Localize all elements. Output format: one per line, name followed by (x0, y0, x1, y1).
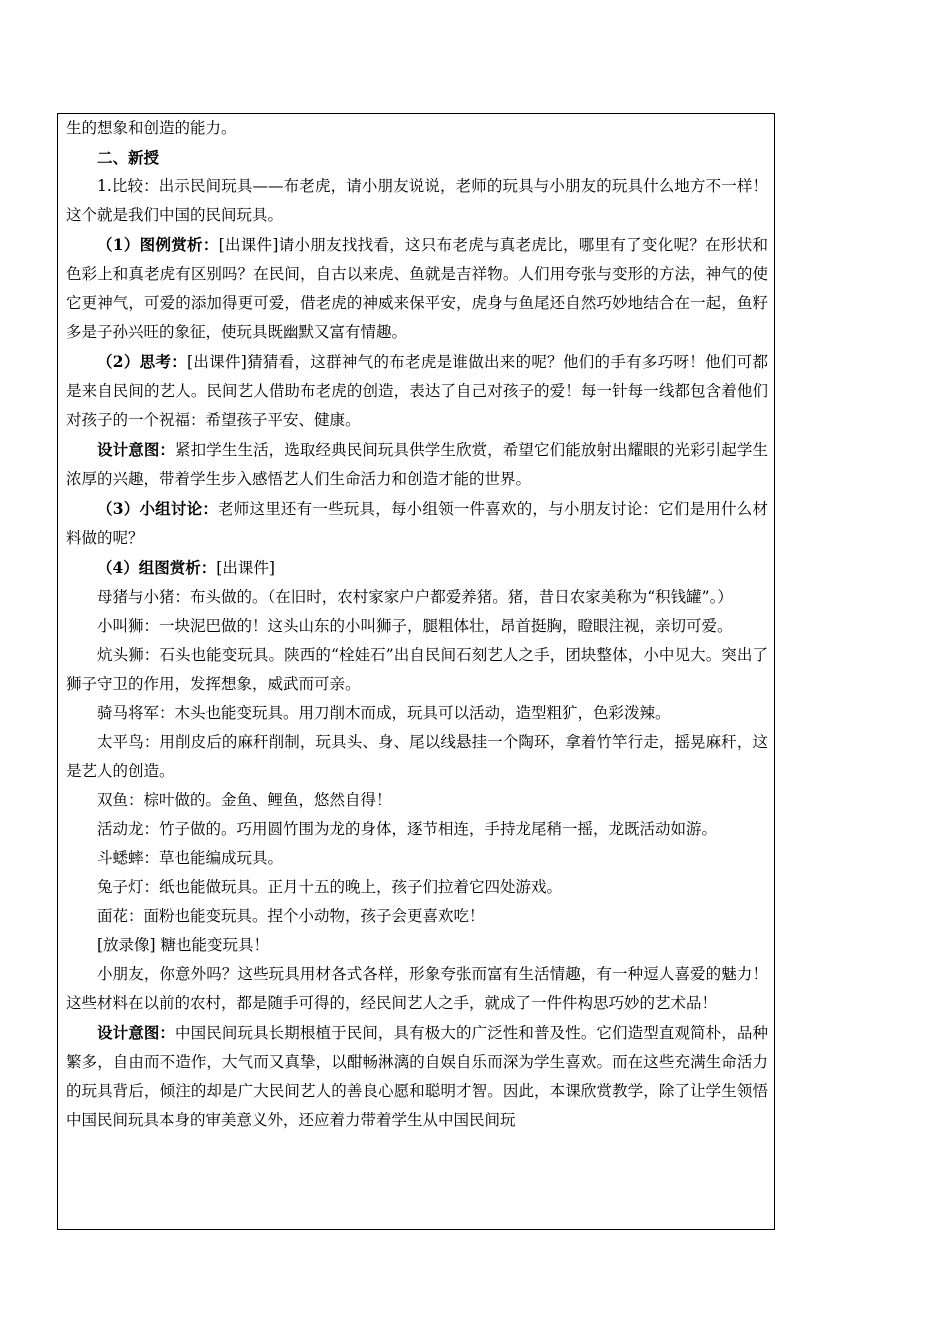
paragraph-lead: （4）组图赏析： (97, 558, 217, 577)
paragraph (66, 553, 768, 583)
document-body (66, 114, 768, 1135)
document-page (57, 113, 775, 1230)
paragraph-lead: 设计意图： (97, 440, 176, 459)
paragraph (66, 347, 768, 435)
paragraph-text: [出课件]猜猜看，这群神气的布老虎是谁做出来的呢？他们的手有多巧呀！他们可都是来自民间的艺人。民间艺人借助布老虎的创造，表达了自己对孩子的爱！每一针每一线都包含着他们对孩子的一个祝福：希望孩子平安、健康。 (66, 353, 768, 429)
paragraph: [放录像] 糖也能变玩具！ (97, 936, 270, 954)
paragraph-text: [出课件] (216, 559, 275, 577)
paragraph-text: 紧扣学生生活，选取经典民间玩具供学生欣赏，希望它们能放射出耀眼的光彩引起学生浓厚的兴趣，带着学生步入感悟艺人们生命活力和创造才能的世界。 (66, 441, 768, 488)
paragraph (66, 494, 768, 553)
paragraph-lead: （2）思考： (97, 352, 188, 371)
paragraph-lead: （1）图例赏析： (97, 235, 219, 254)
paragraph: 活动龙：竹子做的。巧用圆竹围为龙的身体，逐节相连，手持龙尾稍一摇，龙既活动如游。 (97, 820, 718, 838)
paragraph: 骑马将军：木头也能变玩具。用刀削木而成，玩具可以活动，造型粗犷，色彩泼辣。 (97, 704, 671, 722)
paragraph (66, 1018, 768, 1135)
paragraph: 兔子灯：纸也能做玩具。正月十五的晚上，孩子们拉着它四处游戏。 (97, 878, 563, 896)
paragraph: 母猪与小猪：布头做的。（在旧时，农村家家户户都爱养猪。猪，昔日农家美称为“积钱罐”。） (97, 588, 733, 606)
paragraph (66, 435, 768, 494)
paragraph: 1.比较：出示民间玩具——布老虎，请小朋友说说，老师的玩具与小朋友的玩具什么地方不一样！这个就是我们中国的民间玩具。 (66, 177, 768, 224)
paragraph-text: 中国民间玩具长期根植于民间，具有极大的广泛性和普及性。它们造型直观简朴，品种繁多，自由而不造作，大气而又真挚，以酣畅淋漓的自娱自乐而深为学生喜欢。而在这些充满生命活力的玩具背后，倾注的却是广大民间艺人的善良心愿和聪明才智。因此，本课欣赏教学，除了让学生领悟中国民间玩具本身的审美意义外，还应着力带着学生从中国民间玩 (66, 1024, 768, 1129)
paragraph-lead: （3）小组讨论： (97, 499, 219, 518)
paragraph-lead: 设计意图： (97, 1023, 176, 1042)
paragraph-text: 老师这里还有一些玩具，每小组领一件喜欢的，与小朋友讨论：它们是用什么材料做的呢？ (66, 500, 768, 547)
paragraph: 面花：面粉也能变玩具。捏个小动物，孩子会更喜欢吃！ (97, 907, 485, 925)
paragraph: 生的想象和创造的能力。 (66, 119, 237, 137)
paragraph (66, 230, 768, 347)
paragraph: 双鱼：棕叶做的。金鱼、鲤鱼，悠然自得！ (97, 791, 392, 809)
paragraph: 小叫狮：一块泥巴做的！这头山东的小叫狮子，腿粗体壮，昂首挺胸，瞪眼注视，亲切可爱。 (97, 617, 733, 635)
paragraph: 太平鸟：用削皮后的麻秆削制，玩具头、身、尾以线悬挂一个陶环，拿着竹竿行走，摇晃麻秆，这是艺人的创造。 (66, 733, 768, 780)
section-heading: 二、新授 (97, 148, 160, 167)
paragraph: 斗蟋蟀：草也能编成玩具。 (97, 849, 284, 867)
paragraph-text: [出课件]请小朋友找找看，这只布老虎与真老虎比，哪里有了变化呢？在形状和色彩上和真老虎有区别吗？在民间，自古以来虎、鱼就是吉祥物。人们用夸张与变形的方法，神气的使它更神气，可爱的添加得更可爱，借老虎的神威来保平安，虎身与鱼尾还自然巧妙地结合在一起，鱼籽多是子孙兴旺的象征，使玩具既幽默又富有情趣。 (66, 236, 768, 341)
paragraph: 炕头狮：石头也能变玩具。陕西的“栓娃石”出自民间石刻艺人之手，团块整体，小中见大。突出了狮子守卫的作用，发挥想象，威武而可亲。 (66, 646, 768, 693)
paragraph: 小朋友，你意外吗？这些玩具用材各式各样，形象夸张而富有生活情趣，有一种逗人喜爱的魅力！这些材料在以前的农村，都是随手可得的，经民间艺人之手，就成了一件件构思巧妙的艺术品！ (66, 965, 768, 1012)
